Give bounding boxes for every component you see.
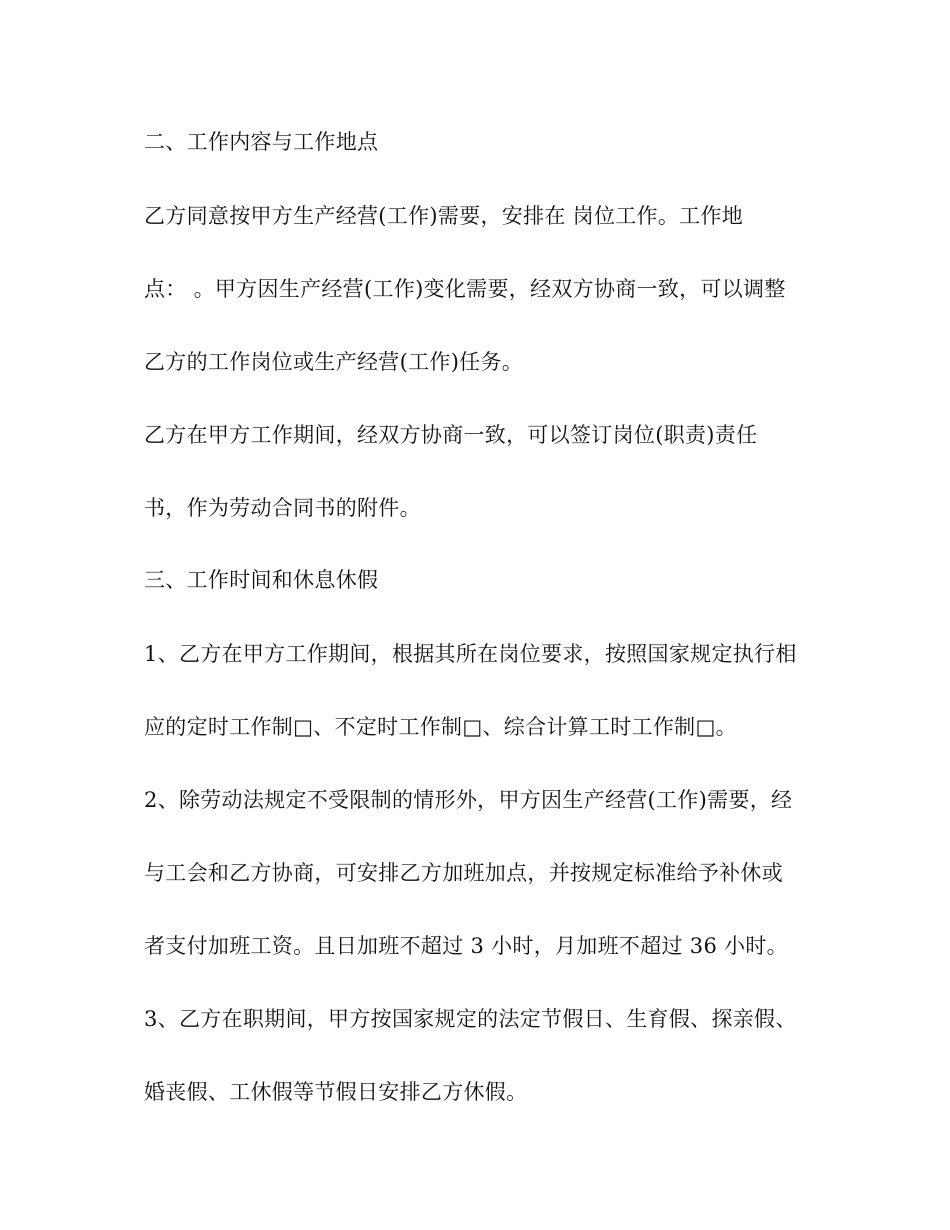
paragraph-line: 点： 。甲方因生产经营(工作)变化需要，经双方协商一致，可以调整 — [144, 277, 786, 301]
paragraph-line: 乙方同意按甲方生产经营(工作)需要，安排在 岗位工作。工作地 — [144, 204, 744, 228]
paragraph-line: 3、乙方在职期间，甲方按国家规定的法定节假日、生育假、探亲假、 — [144, 1007, 797, 1031]
section-heading-work-content-location: 二、工作内容与工作地点 — [144, 130, 379, 154]
paragraph-line: 应的定时工作制□、不定时工作制□、综合计算工时工作制□。 — [144, 715, 737, 739]
paragraph-line: 乙方在甲方工作期间，经双方协商一致，可以签订岗位(职责)责任 — [144, 423, 758, 447]
paragraph-line: 婚丧假、工休假等节假日安排乙方休假。 — [144, 1080, 528, 1104]
paragraph-line: 与工会和乙方协商，可安排乙方加班加点，并按规定标准给予补休或 — [144, 861, 783, 885]
paragraph-line: 1、乙方在甲方工作期间，根据其所在岗位要求，按照国家规定执行相 — [144, 642, 797, 666]
section-heading-work-hours-leave: 三、工作时间和休息休假 — [144, 568, 379, 592]
paragraph-line: 者支付加班工资。且日加班不超过 3 小时，月加班不超过 36 小时。 — [144, 934, 788, 958]
paragraph-line: 书，作为劳动合同书的附件。 — [144, 496, 421, 520]
paragraph-line: 2、除劳动法规定不受限制的情形外，甲方因生产经营(工作)需要，经 — [144, 788, 793, 812]
paragraph-line: 乙方的工作岗位或生产经营(工作)任务。 — [144, 350, 524, 374]
